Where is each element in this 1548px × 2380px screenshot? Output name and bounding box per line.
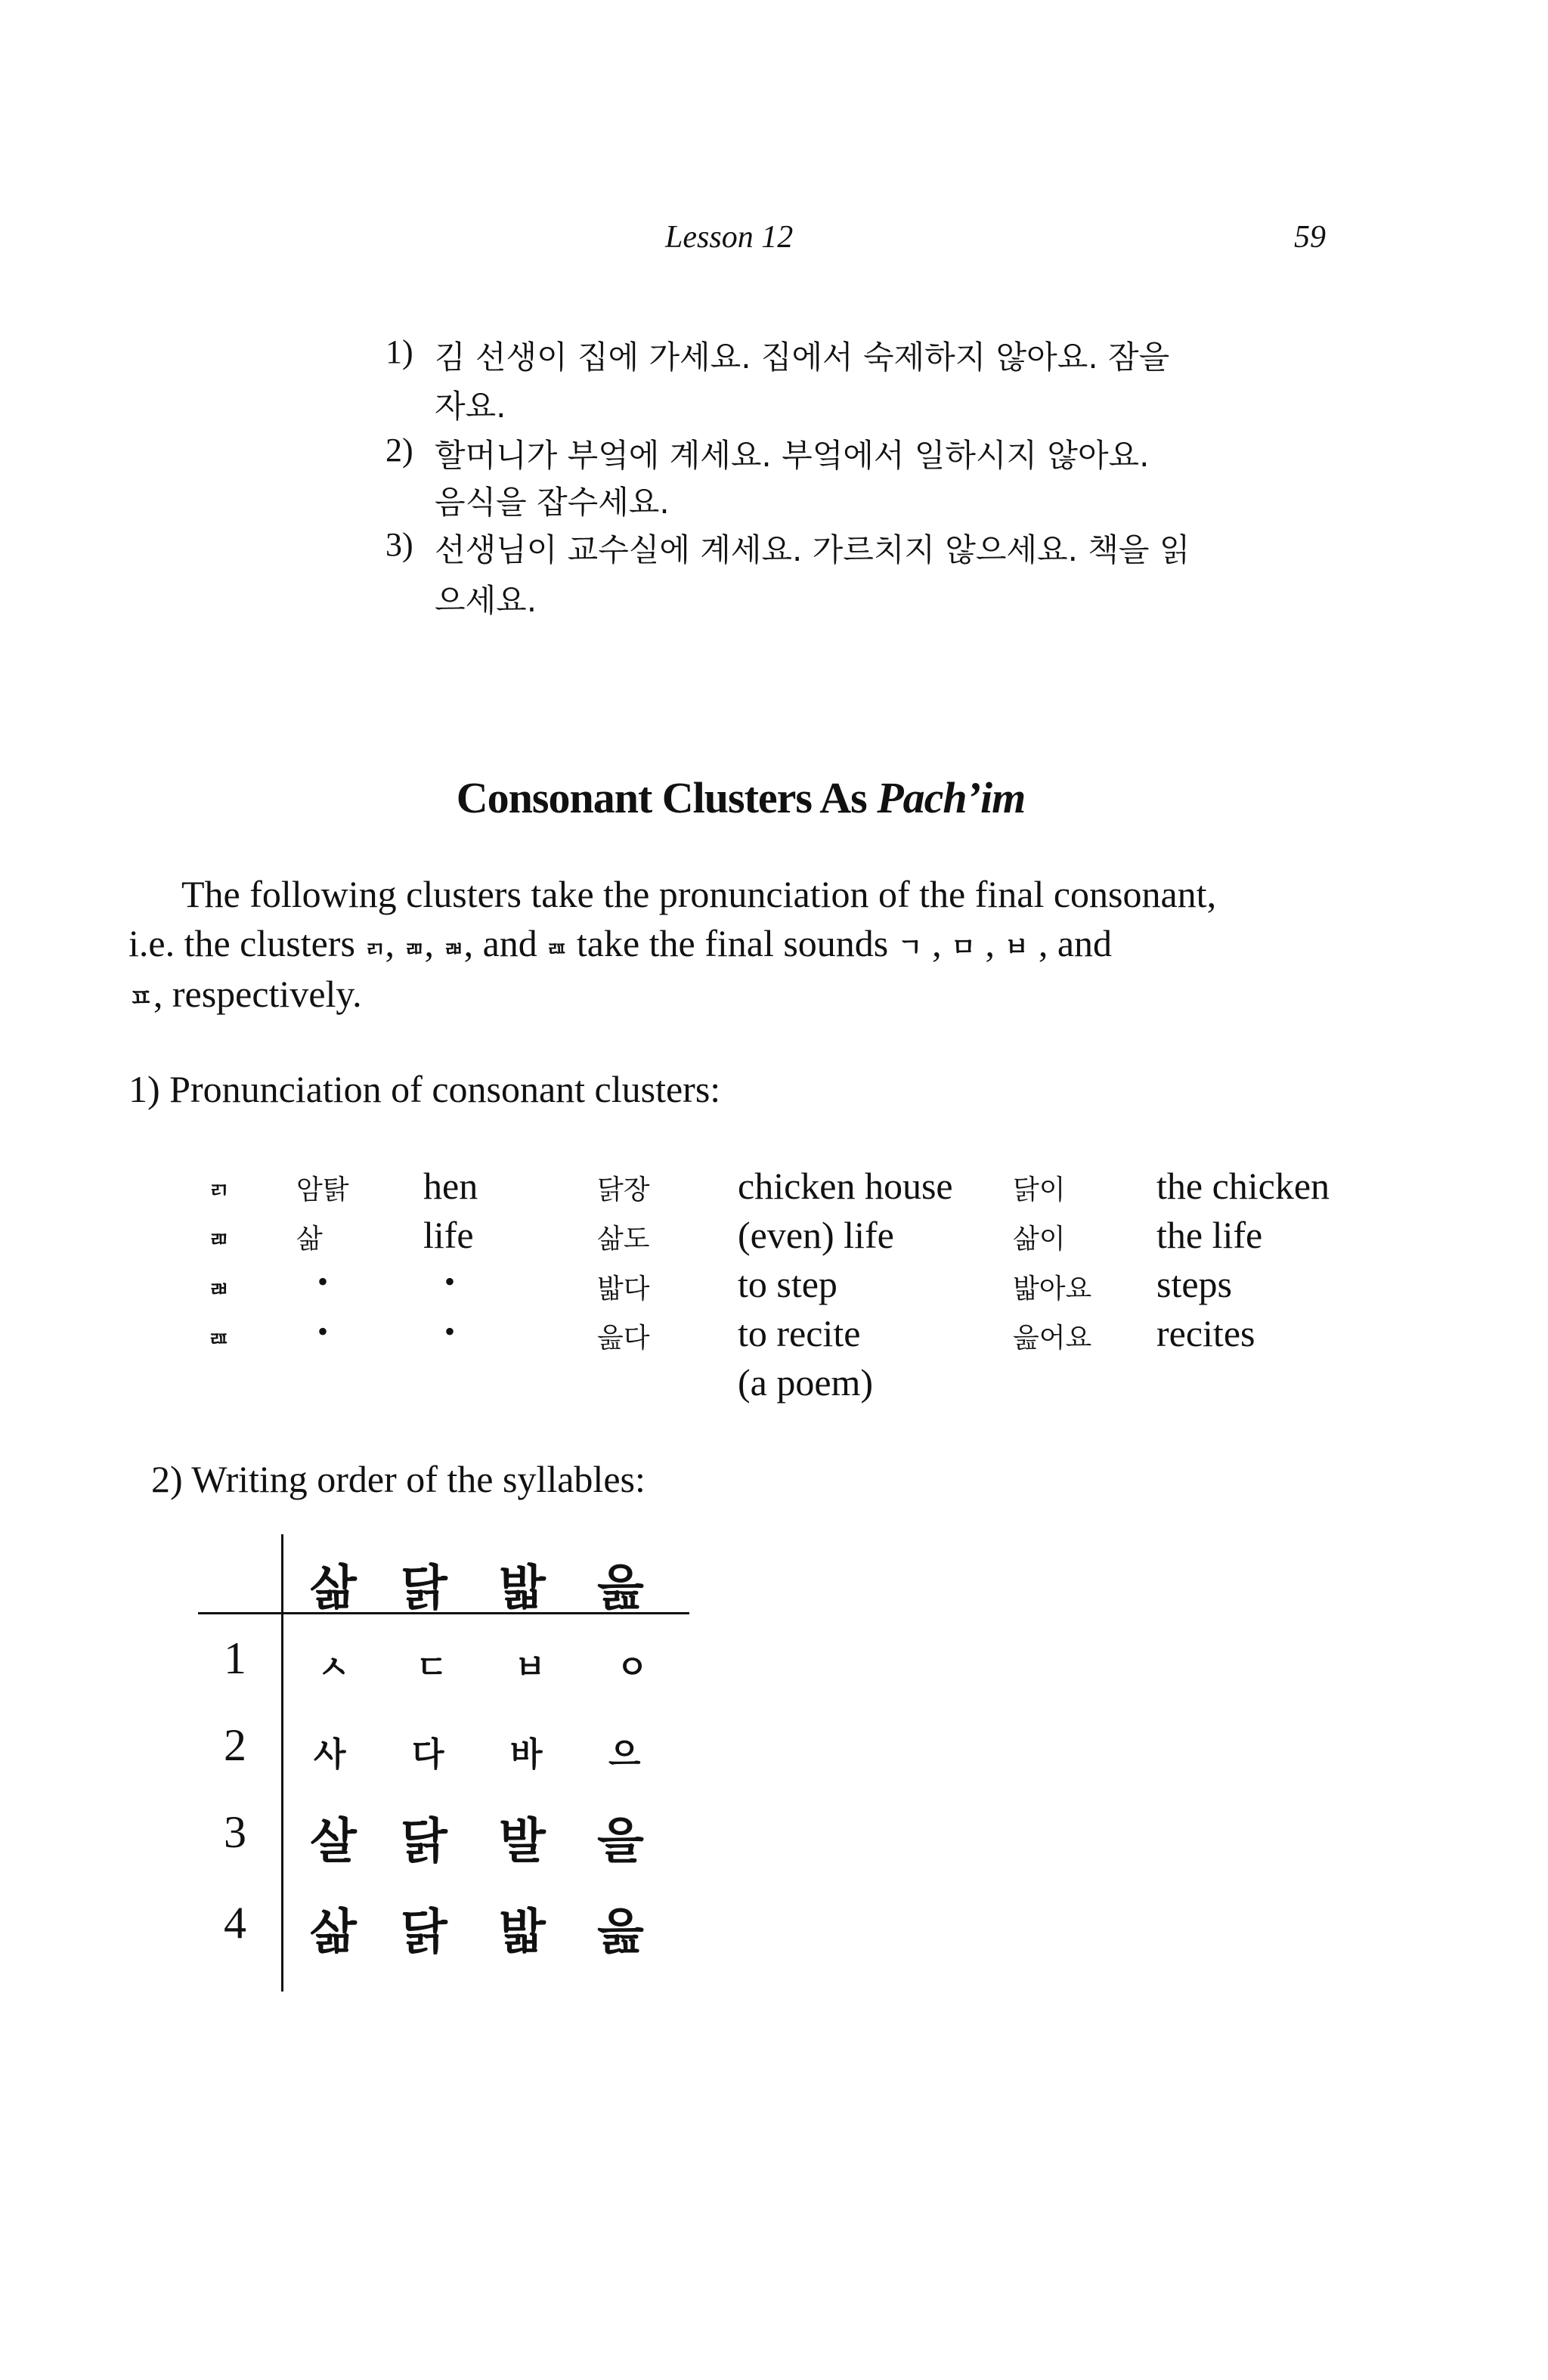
- intro-line-1: The following clusters take the pronunciation of the final consonant,: [181, 873, 1217, 915]
- empty-marker: •: [317, 1264, 329, 1298]
- intro-line-3: [128, 969, 362, 1023]
- empty-marker: •: [444, 1264, 456, 1298]
- korean-word: 삶: [296, 1224, 323, 1255]
- step-number: 3: [224, 1807, 246, 1857]
- cluster-glyph: ㄼ: [443, 936, 464, 961]
- exercise-line: 자요.: [435, 388, 506, 425]
- english-gloss: steps: [1156, 1263, 1232, 1305]
- english-gloss: recites: [1156, 1312, 1255, 1354]
- cluster-glyph: ㄻ: [404, 936, 425, 961]
- english-gloss: to recite: [738, 1312, 861, 1354]
- step-number: 4: [224, 1898, 246, 1948]
- english-gloss-continuation: (a poem): [738, 1361, 874, 1404]
- exercise-number: 3): [385, 526, 413, 563]
- step-cell: ㅂ: [514, 1648, 546, 1687]
- empty-marker: •: [317, 1314, 329, 1348]
- korean-word: 닭장: [597, 1175, 650, 1205]
- final-sound-glyph: ㅁ: [951, 933, 976, 963]
- exercise-number: 1): [385, 333, 413, 370]
- section-2-heading: 2) Writing order of the syllables:: [151, 1458, 646, 1500]
- step-cell: ㄷ: [416, 1648, 448, 1687]
- cluster-label: ㄼ: [209, 1277, 230, 1301]
- step-cell: ㅇ: [616, 1648, 649, 1687]
- intro-text: i.e. the clusters: [128, 922, 355, 964]
- english-gloss: the chicken: [1156, 1165, 1330, 1207]
- cluster-glyph: ㄺ: [364, 936, 385, 961]
- section-1-heading: 1) Pronunciation of consonant clusters:: [128, 1068, 721, 1110]
- page-number: 59: [1294, 220, 1326, 255]
- step-cell: 을: [597, 1814, 644, 1870]
- korean-word: 밟다: [597, 1274, 650, 1305]
- final-sound-glyph: ㅂ: [1004, 933, 1029, 963]
- intro-text: and: [482, 922, 537, 964]
- korean-word: 닭이: [1013, 1175, 1066, 1205]
- step-cell: 살: [310, 1814, 357, 1870]
- step-cell: 다: [412, 1735, 444, 1774]
- exercise-number: 2): [385, 432, 413, 469]
- final-sound-glyph: ㄱ: [897, 933, 923, 963]
- step-cell: 사: [314, 1735, 346, 1774]
- korean-word: 삶이: [1013, 1224, 1066, 1255]
- step-cell: 삶: [310, 1905, 357, 1961]
- korean-word: 삶도: [597, 1224, 650, 1255]
- column-syllable: 밟: [499, 1561, 546, 1617]
- english-gloss: life: [423, 1214, 474, 1256]
- step-cell: 닭: [401, 1814, 447, 1870]
- column-syllable: 읊: [597, 1561, 644, 1617]
- exercise-line: 김 선생이 집에 가세요. 집에서 숙제하지 않아요. 잠을: [435, 339, 1170, 376]
- final-sound-glyph: ㅍ: [128, 983, 153, 1014]
- korean-word: 암탉: [296, 1175, 349, 1205]
- exercise-line: 선생님이 교수실에 계세요. 가르치지 않으세요. 책을 읽: [435, 531, 1190, 568]
- step-cell: 발: [499, 1814, 546, 1870]
- exercise-line: 음식을 잡수세요.: [435, 484, 670, 521]
- step-cell: 으: [608, 1735, 641, 1774]
- column-syllable: 삶: [310, 1561, 357, 1617]
- step-cell: 바: [510, 1735, 543, 1774]
- step-cell: ㅅ: [317, 1648, 350, 1687]
- cluster-label: ㄿ: [209, 1326, 230, 1351]
- step-cell: 닭: [401, 1905, 447, 1961]
- exercise-line: 으세요.: [435, 582, 537, 619]
- section-title-main: Consonant Clusters As: [456, 773, 867, 822]
- english-gloss: chicken house: [738, 1165, 953, 1207]
- korean-word: 읊다: [597, 1323, 650, 1354]
- english-gloss: (even) life: [738, 1214, 894, 1256]
- step-cell: 밟: [499, 1905, 546, 1961]
- cluster-glyph: ㄿ: [546, 936, 568, 961]
- intro-text: and: [1057, 922, 1113, 964]
- cluster-label: ㄺ: [209, 1178, 230, 1202]
- table-vertical-rule: [281, 1534, 283, 1992]
- korean-word: 읊어요: [1013, 1323, 1092, 1354]
- intro-text: take the final sounds: [576, 922, 889, 964]
- intro-line-2: i.e. the clusters ㄺ, ㄻ, ㄼ, and ㄿ take the final sounds ㄱ , ㅁ , ㅂ , and: [128, 922, 1113, 964]
- cluster-label: ㄻ: [209, 1227, 230, 1252]
- exercise-line: 할머니가 부엌에 계세요. 부엌에서 일하시지 않아요.: [435, 437, 1150, 474]
- korean-word: 밟아요: [1013, 1274, 1092, 1305]
- empty-marker: •: [444, 1314, 456, 1348]
- column-syllable: 닭: [401, 1561, 447, 1617]
- intro-text: , respectively.: [153, 973, 362, 1015]
- english-gloss: the life: [1156, 1214, 1263, 1256]
- step-number: 1: [224, 1633, 246, 1683]
- step-cell: 읊: [597, 1905, 644, 1961]
- section-title-italic: Pach’im: [877, 773, 1026, 822]
- english-gloss: hen: [423, 1165, 478, 1207]
- english-gloss: to step: [738, 1263, 837, 1305]
- section-title: [0, 772, 1481, 823]
- step-number: 2: [224, 1720, 246, 1770]
- lesson-header: Lesson 12: [665, 220, 794, 255]
